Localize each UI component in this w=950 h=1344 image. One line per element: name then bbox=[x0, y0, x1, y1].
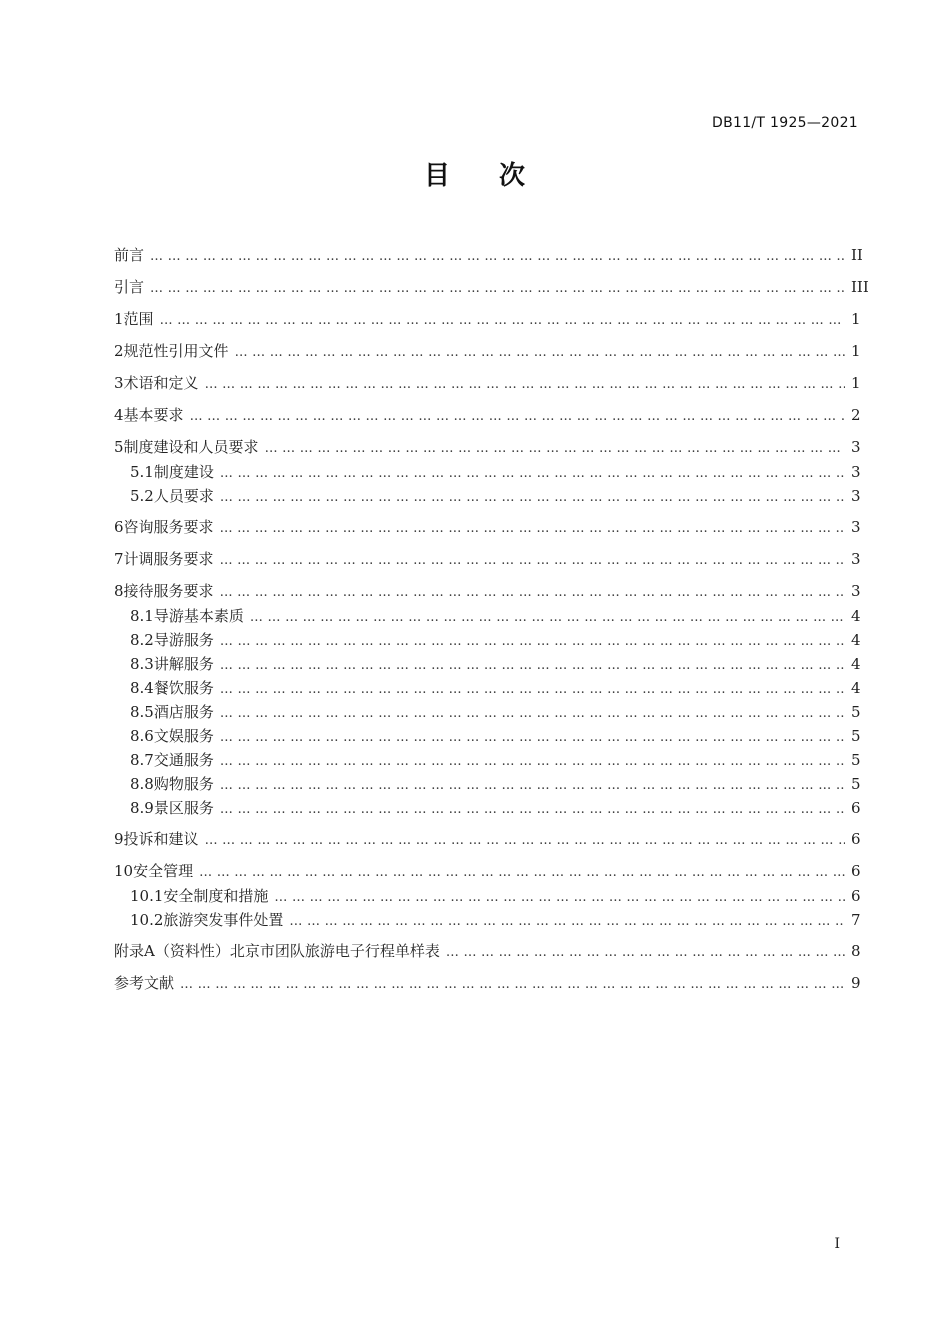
toc-label: 导游基本素质 bbox=[153, 607, 244, 625]
toc-entry-3[interactable] bbox=[114, 372, 859, 394]
toc-label: 景区服务 bbox=[153, 799, 214, 817]
toc-number: 8.9 bbox=[130, 799, 154, 817]
toc-number: 5 bbox=[114, 438, 124, 456]
dot-leader bbox=[220, 631, 845, 653]
toc-page: 3 bbox=[851, 518, 861, 536]
toc-label: 规范性引用文件 bbox=[123, 342, 229, 360]
dot-leader bbox=[250, 607, 845, 629]
toc-entry-9[interactable] bbox=[114, 828, 859, 850]
toc-page: 1 bbox=[851, 310, 861, 328]
toc-entry-10-1[interactable] bbox=[130, 885, 859, 907]
dot-leader bbox=[220, 703, 845, 725]
toc-label: 制度建设和人员要求 bbox=[123, 438, 259, 456]
toc-number: 7 bbox=[114, 550, 124, 568]
toc-page: 2 bbox=[851, 406, 861, 424]
toc-number: 5.1 bbox=[130, 463, 154, 481]
toc-label: 接待服务要求 bbox=[123, 582, 214, 600]
toc-entry-6[interactable] bbox=[114, 516, 859, 538]
toc-number: 8 bbox=[114, 582, 124, 600]
toc-label: 范围 bbox=[123, 310, 154, 328]
toc-entry-10-2[interactable] bbox=[130, 909, 859, 931]
toc-label: 北京市团队旅游电子行程单样表 bbox=[229, 942, 440, 960]
toc-label: 术语和定义 bbox=[123, 374, 199, 392]
toc-page: 5 bbox=[851, 775, 861, 793]
toc-number: 8.3 bbox=[130, 655, 154, 673]
toc-page: 3 bbox=[851, 582, 861, 600]
dot-leader bbox=[150, 246, 845, 268]
toc-number: 2 bbox=[114, 342, 124, 360]
toc-number: 10 bbox=[114, 862, 134, 880]
toc-entry-8-3[interactable] bbox=[130, 653, 859, 675]
toc-page: 3 bbox=[851, 550, 861, 568]
toc-label: 旅游突发事件处置 bbox=[163, 911, 284, 929]
dot-leader bbox=[205, 830, 845, 852]
toc-page: 6 bbox=[851, 799, 861, 817]
page-number: I bbox=[834, 1236, 840, 1252]
dot-leader bbox=[150, 278, 845, 300]
toc-entry-appendix-a[interactable] bbox=[114, 940, 859, 962]
toc-page: 4 bbox=[851, 631, 861, 649]
dot-leader bbox=[220, 727, 845, 749]
toc-entry-4[interactable] bbox=[114, 404, 859, 426]
toc-label: 餐饮服务 bbox=[153, 679, 214, 697]
toc-label: 安全制度和措施 bbox=[163, 887, 269, 905]
toc-label: 投诉和建议 bbox=[123, 830, 199, 848]
dot-leader bbox=[220, 775, 845, 797]
toc-entry-references[interactable] bbox=[114, 972, 859, 994]
toc-number: 4 bbox=[114, 406, 124, 424]
toc-entry-5-2[interactable] bbox=[130, 485, 859, 507]
toc-label: 前言 bbox=[114, 246, 145, 264]
toc-number: 8.2 bbox=[130, 631, 154, 649]
dot-leader bbox=[220, 655, 845, 677]
toc-number: 5.2 bbox=[130, 487, 154, 505]
toc-entry-8-8[interactable] bbox=[130, 773, 859, 795]
toc-label: 讲解服务 bbox=[153, 655, 214, 673]
toc-label: 咨询服务要求 bbox=[123, 518, 214, 536]
dot-leader bbox=[235, 342, 845, 364]
toc-number: 8.1 bbox=[130, 607, 154, 625]
toc-entry-8-5[interactable] bbox=[130, 701, 859, 723]
dot-leader bbox=[220, 487, 845, 509]
toc-page: 1 bbox=[851, 374, 861, 392]
toc-label: 购物服务 bbox=[153, 775, 214, 793]
toc-page: 9 bbox=[851, 974, 861, 992]
toc-number: 8.4 bbox=[130, 679, 154, 697]
dot-leader bbox=[220, 518, 845, 540]
toc-entry-5[interactable] bbox=[114, 436, 859, 458]
toc-entry-10[interactable] bbox=[114, 860, 859, 882]
dot-leader bbox=[265, 438, 845, 460]
toc-entry-8-2[interactable] bbox=[130, 629, 859, 651]
title-part-2: 次 bbox=[499, 161, 527, 191]
toc-label: 酒店服务 bbox=[153, 703, 214, 721]
toc-label: 引言 bbox=[114, 278, 145, 296]
toc-label: 安全管理 bbox=[133, 862, 194, 880]
toc-number: 9 bbox=[114, 830, 124, 848]
toc-page: 6 bbox=[851, 830, 861, 848]
dot-leader bbox=[220, 463, 845, 485]
toc-number: 8.6 bbox=[130, 727, 154, 745]
dot-leader bbox=[205, 374, 845, 396]
toc-page: 5 bbox=[851, 727, 861, 745]
toc-number: 8.5 bbox=[130, 703, 154, 721]
toc-page: 3 bbox=[851, 487, 861, 505]
dot-leader bbox=[199, 862, 845, 884]
toc-number: 附录A（资料性） bbox=[114, 942, 230, 960]
dot-leader bbox=[220, 550, 845, 572]
toc-page: 7 bbox=[851, 911, 861, 929]
toc-label: 人员要求 bbox=[153, 487, 214, 505]
toc-entry-introduction[interactable] bbox=[114, 276, 869, 298]
toc-entry-preface[interactable] bbox=[114, 244, 863, 266]
toc-number: 6 bbox=[114, 518, 124, 536]
toc-number: 10.2 bbox=[130, 911, 164, 929]
toc-page: 4 bbox=[851, 655, 861, 673]
toc-number: 3 bbox=[114, 374, 124, 392]
toc-page: 4 bbox=[851, 679, 861, 697]
toc-number: 10.1 bbox=[130, 887, 164, 905]
toc-number: 8.8 bbox=[130, 775, 154, 793]
toc-page: 5 bbox=[851, 703, 861, 721]
dot-leader bbox=[274, 887, 845, 909]
toc-entry-5-1[interactable] bbox=[130, 461, 859, 483]
dot-leader bbox=[289, 911, 845, 933]
toc-page: 4 bbox=[851, 607, 861, 625]
toc-page: 6 bbox=[851, 862, 861, 880]
toc-label: 文娱服务 bbox=[153, 727, 214, 745]
toc-page: III bbox=[851, 278, 869, 296]
dot-leader bbox=[180, 974, 845, 996]
toc-label: 制度建设 bbox=[153, 463, 214, 481]
toc-entry-8[interactable] bbox=[114, 580, 859, 602]
document-code: DB11/T 1925—2021 bbox=[712, 115, 858, 131]
toc-page: 1 bbox=[851, 342, 861, 360]
dot-leader bbox=[446, 942, 845, 964]
toc-entry-8-1[interactable] bbox=[130, 605, 859, 627]
toc-entry-8-9[interactable] bbox=[130, 797, 859, 819]
toc-entry-8-6[interactable] bbox=[130, 725, 859, 747]
toc-label: 交通服务 bbox=[153, 751, 214, 769]
toc-entry-8-7[interactable] bbox=[130, 749, 859, 771]
toc-entry-8-4[interactable] bbox=[130, 677, 859, 699]
toc-entry-7[interactable] bbox=[114, 548, 859, 570]
toc-label: 基本要求 bbox=[123, 406, 184, 424]
toc-number: 8.7 bbox=[130, 751, 154, 769]
toc-entry-1[interactable] bbox=[114, 308, 859, 330]
toc-page: 6 bbox=[851, 887, 861, 905]
title-part-1: 目 bbox=[423, 161, 451, 191]
toc-page: 5 bbox=[851, 751, 861, 769]
dot-leader bbox=[220, 582, 845, 604]
toc-page: 3 bbox=[851, 438, 861, 456]
dot-leader bbox=[220, 751, 845, 773]
dot-leader bbox=[220, 799, 845, 821]
toc-number: 1 bbox=[114, 310, 124, 328]
toc-label: 导游服务 bbox=[153, 631, 214, 649]
page-title bbox=[0, 155, 950, 192]
toc-page: II bbox=[851, 246, 863, 264]
toc-entry-2[interactable] bbox=[114, 340, 859, 362]
toc-label: 参考文献 bbox=[114, 974, 175, 992]
dot-leader bbox=[190, 406, 845, 428]
toc-label: 计调服务要求 bbox=[123, 550, 214, 568]
dot-leader bbox=[220, 679, 845, 701]
dot-leader bbox=[160, 310, 845, 332]
toc-page: 8 bbox=[851, 942, 861, 960]
toc-page: 3 bbox=[851, 463, 861, 481]
